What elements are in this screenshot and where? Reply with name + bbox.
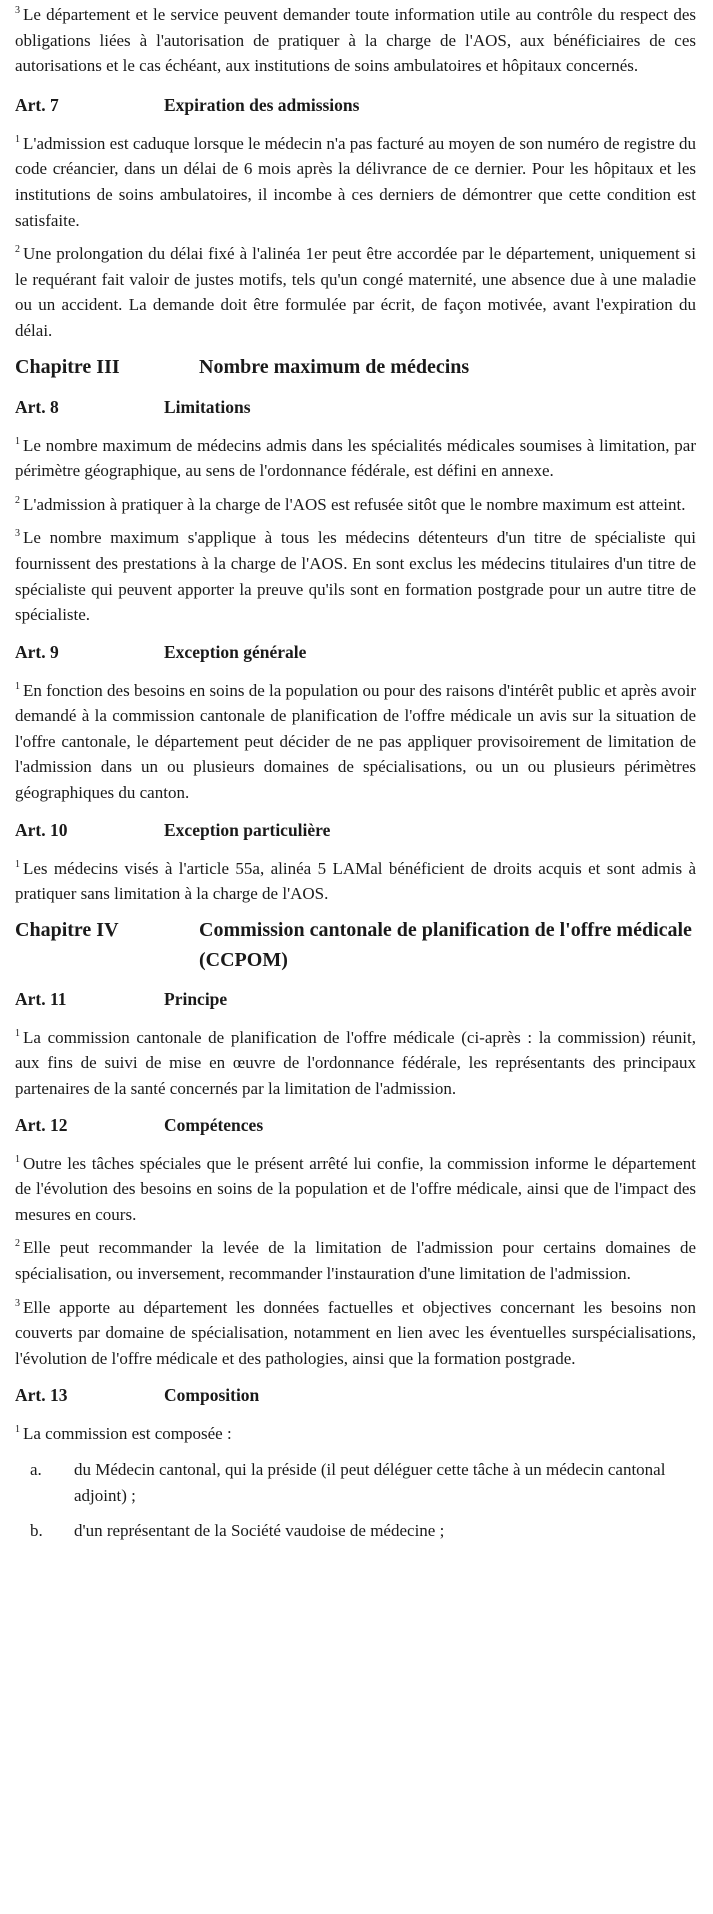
article-title: Limitations [164,396,251,417]
paragraph-text: L'admission est caduque lorsque le médecin n'a pas facturé au moyen de son numéro de registre du code créancier, dans un délai de 6 mois après la délivrance de ce dernier. Pour les hôpitaux et les institutions de soins ambulatoires, il incombe à ces derniers de démontrer que cette condition est satisfaite. [15,133,696,230]
paragraph-text: Elle peut recommander la levée de la limitation de l'admission pour certains domaines de spécialisation, ou inversement, recommander l'instauration d'une limitation de l'admission. [15,1238,696,1283]
paragraph-text: L'admission à pratiquer à la charge de l'AOS est refusée sitôt que le nombre maximum est atteint. [23,494,686,514]
article-title: Exception générale [164,641,307,662]
article-heading [15,818,696,843]
paragraph [15,1025,696,1102]
paragraph-number: 3 [15,528,20,540]
article-number: Art. 10 [15,819,68,840]
chapter-title: Nombre maximum de médecins [199,355,470,378]
chapter-number: Chapitre III [15,355,120,378]
paragraph [15,1295,696,1372]
paragraph-text: Le département et le service peuvent demander toute information utile au contrôle du respect des obligations liées à l'autorisation de pratiquer à la charge de l'AOS, aux bénéficiaires de ces autorisations et le cas échéant, aux institutions de soins ambulatoires et hôpitaux concernés. [15,5,696,76]
chapter-heading [15,352,696,382]
paragraph [15,1421,696,1447]
paragraph [15,131,696,233]
paragraph-number: 2 [15,1238,20,1250]
paragraph-text: La commission cantonale de planification de l'offre médicale (ci-après : la commission) réunit, aux fins de suivi de mise en œuvre de l'ordonnance fédérale, les représentants des principaux partenaires de la santé concernés par la limitation de l'admission. [15,1027,696,1099]
article-title: Exception particulière [164,819,331,840]
paragraph [15,525,696,627]
list-item [15,1518,696,1544]
paragraph-number: 1 [15,1027,20,1039]
list-item-letter: b. [30,1521,43,1541]
list-item-text: d'un représentant de la Société vaudoise de médecine ; [74,1521,445,1541]
paragraph-number: 1 [15,1153,20,1165]
paragraph [15,492,696,518]
paragraph-number: 1 [15,133,20,145]
paragraph-text: Le nombre maximum s'applique à tous les médecins détenteurs d'un titre de spécialiste qui fournissent des prestations à la charge de l'AOS. En sont exclus les médecins titulaires d'un titre de spécialiste qui peuvent apporter la preuve qu'ils sont en formation postgrade pour un autre titre de spécialiste. [15,528,696,625]
paragraph-number: 1 [15,435,20,447]
paragraph-number: 2 [15,244,20,256]
chapter-title: Commission cantonale de planification de l'offre médicale (CCPOM) [199,918,692,971]
article-heading [15,987,696,1012]
paragraph [15,1151,696,1228]
paragraph [15,678,696,806]
article-title: Compétences [164,1114,264,1135]
article-title: Expiration des admissions [164,94,360,115]
article-number: Art. 7 [15,94,59,115]
paragraph-number: 1 [15,1424,20,1436]
paragraph-text: Elle apporte au département les données factuelles et objectives concernant les besoins non couverts par domaine de spécialisation, notamment en lien avec les éventuelles surspécialisations, l'évolution de l'offre médicale et des pathologies, ainsi que la formation postgrade. [15,1297,696,1368]
paragraph-text: En fonction des besoins en soins de la population ou pour des raisons d'intérêt public et après avoir demandé à la commission cantonale de planification de l'offre médicale un avis sur la situation de l'offre cantonale, le département peut décider de ne pas appliquer provisoirement de limitation de l'admission dans un ou plusieurs domaines de spécialisations, ou un ou plusieurs périmètres géographiques du canton. [15,680,697,803]
article-title: Composition [164,1385,260,1406]
article-heading [15,1113,696,1138]
list-item-text: du Médecin cantonal, qui la préside (il peut déléguer cette tâche à un médecin cantonal adjoint) ; [74,1459,666,1505]
chapter-heading [15,915,696,975]
paragraph [15,241,696,343]
article-number: Art. 11 [15,988,67,1009]
paragraph [15,1235,696,1286]
article-number: Art. 13 [15,1385,68,1406]
article-heading [15,395,696,420]
article-number: Art. 12 [15,1114,68,1135]
paragraph-text: Une prolongation du délai fixé à l'alinéa 1er peut être accordée par le département, uniquement si le requérant fait valoir de justes motifs, tels qu'un congé maternité, une absence due à une maladie ou un accident. La demande doit être formulée par écrit, de façon motivée, avant l'expiration du délai. [15,244,696,340]
paragraph-number: 2 [15,494,20,506]
paragraph-text: La commission est composée : [23,1424,232,1444]
list-item [15,1457,696,1508]
chapter-number: Chapitre IV [15,918,119,941]
article-heading [15,93,696,118]
paragraph-text: Les médecins visés à l'article 55a, alinéa 5 LAMal bénéficient de droits acquis et sont admis à pratiquer sans limitation à la charge de l'AOS. [15,858,696,904]
paragraph-number: 3 [15,5,20,16]
paragraph-text: Le nombre maximum de médecins admis dans les spécialités médicales soumises à limitation, par périmètre géographique, au sens de l'ordonnance fédérale, est défini en annexe. [15,435,696,481]
article-title: Principe [164,988,228,1009]
article-number: Art. 9 [15,641,59,662]
article-number: Art. 8 [15,396,59,417]
article-heading [15,1383,696,1408]
article-heading [15,640,696,665]
paragraph [15,856,696,907]
list-item-letter: a. [30,1459,42,1479]
paragraph-number: 3 [15,1297,20,1309]
paragraph-number: 1 [15,680,20,692]
paragraph [15,2,696,79]
paragraph-number: 1 [15,858,20,870]
paragraph-text: Outre les tâches spéciales que le présent arrêté lui confie, la commission informe le département de l'évolution des besoins en soins de la population et de l'offre médicale, ainsi que de l'impact des mesures en cours. [15,1153,696,1224]
paragraph [15,433,696,484]
